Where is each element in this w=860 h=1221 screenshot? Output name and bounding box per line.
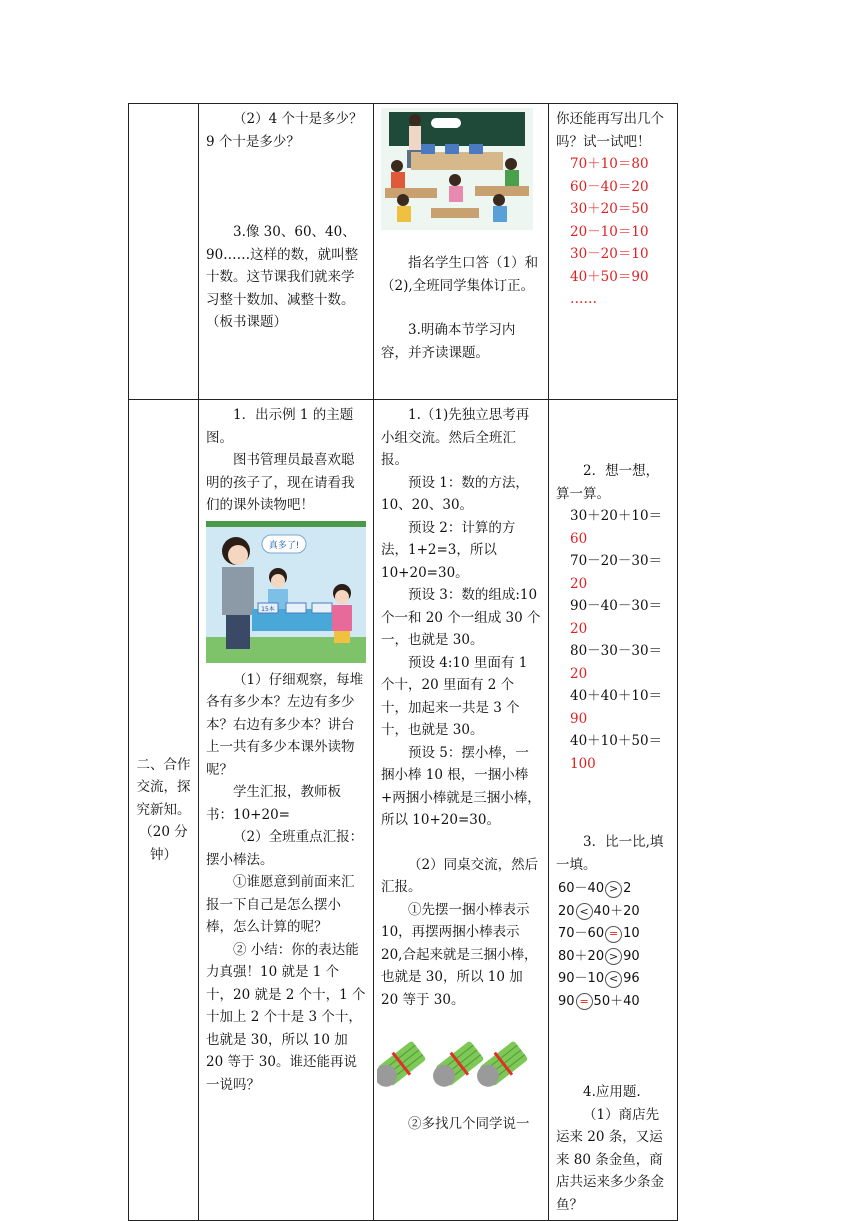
- compare-left: 90: [558, 993, 575, 1009]
- equation: 30－20＝10: [570, 246, 649, 262]
- stage-line: 钟）: [150, 846, 177, 863]
- lesson-plan-table: [128, 103, 678, 1221]
- example-1: 1．出示例 1 的主题图。: [206, 407, 354, 446]
- desk-mate-exchange: （2）同桌交流，然后汇报。: [381, 856, 539, 895]
- question-2: （2）4 个十是多少？9 个十是多少？: [206, 111, 363, 150]
- calc-answer: 60: [570, 530, 588, 547]
- calc-expression: 30＋20＋10＝: [570, 508, 663, 524]
- compare-row: [558, 878, 670, 901]
- integer-tens-intro: 3.像 30、60、40、90……这样的数，就叫整十数。这节课我们就来学习整十数加、减整十数。（板书课题）: [206, 224, 359, 330]
- calc-answer: 100: [570, 755, 596, 772]
- student-activity-cell: [374, 104, 549, 400]
- compare-sign-circle: =: [576, 993, 593, 1010]
- calc-row: [556, 595, 670, 640]
- speech-bubble-text: 真多了!: [268, 540, 300, 551]
- more-students: ②多找几个同学说一: [408, 1116, 530, 1132]
- calc-list: [556, 505, 670, 775]
- calc-row: [556, 505, 670, 550]
- table-row: [129, 104, 678, 400]
- try-prompt: 你还能再写出几个吗？试一试吧！: [556, 111, 664, 150]
- book-label: 15本: [261, 605, 275, 613]
- equation: 40＋50＝90: [570, 268, 649, 285]
- task-4-title: 4.应用题.: [583, 1084, 641, 1100]
- compare-row: [558, 968, 670, 991]
- calc-row: [556, 685, 670, 730]
- preset-1: 预设 1：数的方法，10、20、30。: [381, 474, 529, 513]
- task-3-title: 3．比一比,填一填。: [556, 834, 664, 873]
- table-row: [129, 400, 678, 1221]
- preset-3: 预设 3：数的组成:10 个一和 20 个一组成 30 个一，也就是 30。: [381, 587, 541, 648]
- board-writing: 学生汇报，教师板书：10+20=: [206, 784, 341, 823]
- calc-answer: 20: [570, 665, 588, 682]
- librarian-illustration: [206, 521, 366, 663]
- oral-answer: 指名学生口答（1）和（2),全班同学集体订正。: [381, 255, 539, 294]
- compare-row: [558, 923, 670, 946]
- topic-reading: 3.明确本节学习内容，并齐读课题。: [381, 322, 516, 361]
- librarian-text: 图书管理员最喜欢聪明的孩子了，现在请看我们的课外读物吧！: [206, 452, 355, 513]
- ellipsis: ……: [570, 291, 597, 307]
- calc-expression: 40＋40＋10＝: [570, 688, 663, 704]
- summary-text: ② 小结：你的表达能力真强！10 就是 1 个十，20 就是 2 个十，1 个十加上 2 个十是 3 个十，也就是 30，所以 10 加 20 等于 30。谁还能再说一说吗？: [206, 941, 366, 1093]
- stage-label: [129, 400, 199, 1221]
- compare-sign-circle: <: [605, 971, 622, 988]
- stick-bundles-illustration: [377, 1017, 541, 1109]
- teacher-activity-cell: [199, 104, 374, 400]
- compare-right: 10: [623, 926, 640, 941]
- preset-4: 预设 4:10 里面有 1 个十，20 里面有 2 个十，加起来一共是 3 个十，也就是 30。: [381, 654, 528, 738]
- compare-left: 90－10: [558, 971, 605, 986]
- calc-expression: 90－40－30＝: [570, 598, 663, 614]
- compare-left: 20: [558, 903, 575, 919]
- report-sticks: （2）全班重点汇报：摆小棒法。: [206, 829, 364, 868]
- preset-5: 预设 5：摆小棒，一捆小棒 10 根，一捆小棒+两捆小棒就是三捆小棒，所以 10+20=30。: [381, 744, 541, 828]
- compare-row: [558, 901, 670, 924]
- practice-cell: [549, 104, 678, 400]
- equation: 60－40＝20: [570, 178, 649, 195]
- practice-cell: [549, 400, 678, 1221]
- volunteer-prompt: ①谁愿意到前面来汇报一下自己是怎么摆小棒，怎么计算的呢？: [206, 874, 355, 935]
- compare-left: 60－40: [558, 881, 605, 896]
- compare-right: 90: [623, 948, 640, 964]
- preset-2: 预设 2：计算的方法，1+2=3，所以 10+20=30。: [381, 519, 516, 581]
- calc-expression: 40＋10＋50＝: [570, 733, 663, 749]
- equation: 20－10＝10: [570, 223, 649, 240]
- teacher-activity-cell: [199, 400, 374, 1221]
- compare-right: 40＋20: [593, 903, 640, 919]
- calc-row: [556, 640, 670, 685]
- stage-line: 究新知。: [136, 801, 191, 818]
- stage-cell-empty: [129, 104, 199, 400]
- student-activity-cell: [374, 400, 549, 1221]
- stage-line: 交流，探: [136, 779, 191, 796]
- stage-line: （20 分: [139, 824, 188, 841]
- compare-row: [558, 991, 670, 1014]
- compare-sign-circle: =: [605, 926, 622, 943]
- compare-right: 50＋40: [593, 993, 640, 1009]
- stage-line: 二、合作: [136, 756, 191, 773]
- equation: 70＋10＝80: [570, 156, 649, 172]
- calc-answer: 20: [570, 575, 588, 592]
- calc-answer: 90: [570, 710, 588, 727]
- equation: 30＋20＝50: [570, 201, 649, 217]
- compare-right: 2: [623, 881, 632, 896]
- calc-expression: 70－20－30＝: [570, 553, 663, 569]
- compare-left: 80＋20: [558, 948, 605, 964]
- compare-sign-circle: >: [605, 881, 622, 898]
- calc-row: [556, 730, 670, 775]
- task-2-title: 2．想一想，算一算。: [556, 463, 660, 502]
- compare-row: [558, 946, 670, 969]
- compare-list: [558, 878, 670, 1013]
- compare-left: 70－60: [558, 926, 605, 941]
- think-exchange: 1.（1)先独立思考再小组交流。然后全班汇报。: [381, 407, 530, 468]
- calc-expression: 80－30－30＝: [570, 643, 663, 659]
- compare-sign-circle: <: [576, 903, 593, 920]
- compare-right: 96: [623, 971, 640, 986]
- calc-answer: 20: [570, 620, 588, 637]
- observe-question: （1）仔细观察，每堆各有多少本？左边有多少本？右边有多少本？讲台上一共有多少本课外读物呢？: [206, 671, 364, 778]
- task-4-question-1: （1）商店先运来 20 条，又运来 80 条金鱼，商店共运来多少条金鱼？: [556, 1106, 664, 1213]
- calc-row: [556, 550, 670, 595]
- classroom-illustration: [381, 108, 533, 230]
- compare-sign-circle: >: [605, 948, 622, 965]
- sticks-explanation: ①先摆一捆小棒表示 10，再摆两捆小棒表示 20,合起来就是三捆小棒，也就是 30，所以 10 加 20 等于 30。: [381, 901, 538, 1008]
